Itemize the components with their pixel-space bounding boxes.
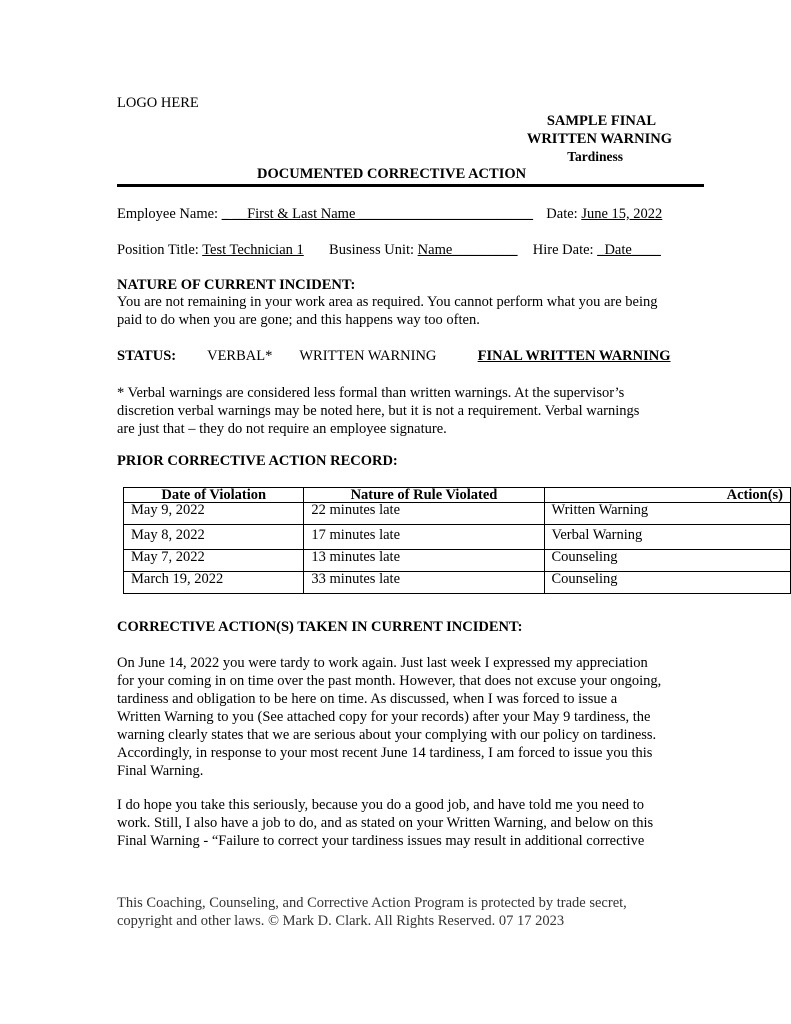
sample-line-1: SAMPLE FINAL	[546, 113, 656, 129]
prior-record-heading: PRIOR CORRECTIVE ACTION RECORD:	[117, 453, 398, 469]
date-field[interactable]: June 15, 2022	[581, 206, 663, 222]
status-line	[117, 347, 671, 365]
employee-name-label: Employee Name:	[117, 206, 219, 222]
paragraph-line: On June 14, 2022 you were tardy to work again. Just last week I expressed my appreciation	[117, 655, 648, 671]
sample-line-2: WRITTEN WARNING	[526, 131, 672, 147]
paragraph-line: Accordingly, in response to your most recent June 14 tardiness, I am forced to issue you this	[117, 745, 653, 761]
position-line	[117, 241, 661, 259]
title-divider	[117, 184, 704, 187]
nature-heading: NATURE OF CURRENT INCIDENT:	[117, 277, 356, 293]
nature-line: paid to do when you are gone; and this happens way too often.	[117, 312, 480, 328]
column-header-action: Action(s)	[544, 488, 791, 503]
status-option-final-selected: FINAL WRITTEN WARNING	[477, 348, 671, 364]
document-title: DOCUMENTED CORRECTIVE ACTION	[257, 166, 527, 182]
note-line: discretion verbal warnings may be noted here, but it is not a requirement. Verbal warnings	[117, 403, 640, 419]
footer-line: copyright and other laws. © Mark D. Clark. All Rights Reserved. 07 17 2023	[117, 913, 565, 929]
hire-date-label: Hire Date:	[532, 242, 594, 258]
cell-nature: 22 minutes late	[304, 503, 544, 525]
column-header-nature: Nature of Rule Violated	[304, 488, 544, 503]
footer-line: This Coaching, Counseling, and Corrective Action Program is protected by trade secret,	[117, 895, 627, 911]
cell-nature: 13 minutes late	[304, 550, 544, 572]
date-label: Date:	[546, 206, 578, 222]
prior-record-table	[123, 487, 791, 594]
cell-nature: 17 minutes late	[304, 525, 544, 550]
paragraph-line: Written Warning to you (See attached copy for your records) after your May 9 tardiness, the	[117, 709, 651, 725]
cell-action: Counseling	[544, 550, 791, 572]
cell-action: Verbal Warning	[544, 525, 791, 550]
paragraph-line: tardiness and obligation to be here on time. As discussed, when I was forced to issue a	[117, 691, 618, 707]
status-option-written: WRITTEN WARNING	[299, 348, 437, 364]
hire-date-field[interactable]: _Date____	[597, 242, 661, 258]
cell-action: Counseling	[544, 572, 791, 594]
column-header-date: Date of Violation	[124, 488, 304, 503]
cell-nature: 33 minutes late	[304, 572, 544, 594]
employee-name-field[interactable]: _ __First & Last Name ________________________	[221, 206, 534, 222]
status-option-verbal: VERBAL*	[207, 348, 273, 364]
paragraph-line: warning clearly states that we are serious about your complying with our policy on tardiness.	[117, 727, 657, 743]
employee-name-line	[117, 205, 662, 223]
paragraph-line: Final Warning - “Failure to correct your tardiness issues may result in additional corrective	[117, 833, 645, 849]
paragraph-line: I do hope you take this seriously, because you do a good job, and have told me you need to	[117, 797, 644, 813]
table-row	[124, 525, 791, 550]
paragraph-line: for your coming in on time over the past month. However, that does not excuse your ongoing,	[117, 673, 662, 689]
table-row	[124, 503, 791, 525]
verbal-warning-note	[117, 384, 639, 438]
position-title-field[interactable]: Test Technician 1	[202, 242, 304, 258]
cell-date: May 8, 2022	[124, 525, 304, 550]
business-unit-field[interactable]: Name_________	[417, 242, 518, 258]
copyright-footer	[117, 894, 627, 930]
sample-line-3: Tardiness	[567, 149, 623, 164]
logo-placeholder: LOGO HERE	[117, 95, 199, 111]
table-row	[124, 550, 791, 572]
nature-paragraph	[117, 293, 658, 329]
business-unit-label: Business Unit:	[329, 242, 415, 258]
corrective-action-heading: CORRECTIVE ACTION(S) TAKEN IN CURRENT INCIDENT:	[117, 619, 523, 635]
nature-line: You are not remaining in your work area as required. You cannot perform what you are being	[117, 294, 658, 310]
note-line: are just that – they do not require an employee signature.	[117, 421, 447, 437]
paragraph-line: Final Warning.	[117, 763, 204, 779]
cell-date: May 7, 2022	[124, 550, 304, 572]
cell-date: March 19, 2022	[124, 572, 304, 594]
status-label: STATUS:	[117, 348, 177, 364]
document-type-heading	[452, 112, 672, 166]
table-header-row	[124, 488, 791, 503]
corrective-paragraph-1	[117, 654, 661, 780]
note-line: * Verbal warnings are considered less formal than written warnings. At the supervisor’s	[117, 385, 625, 401]
table-row	[124, 572, 791, 594]
position-title-label: Position Title:	[117, 242, 199, 258]
paragraph-line: work. Still, I also have a job to do, and as stated on your Written Warning, and below on this	[117, 815, 654, 831]
corrective-paragraph-2	[117, 796, 653, 850]
cell-date: May 9, 2022	[124, 503, 304, 525]
cell-action: Written Warning	[544, 503, 791, 525]
